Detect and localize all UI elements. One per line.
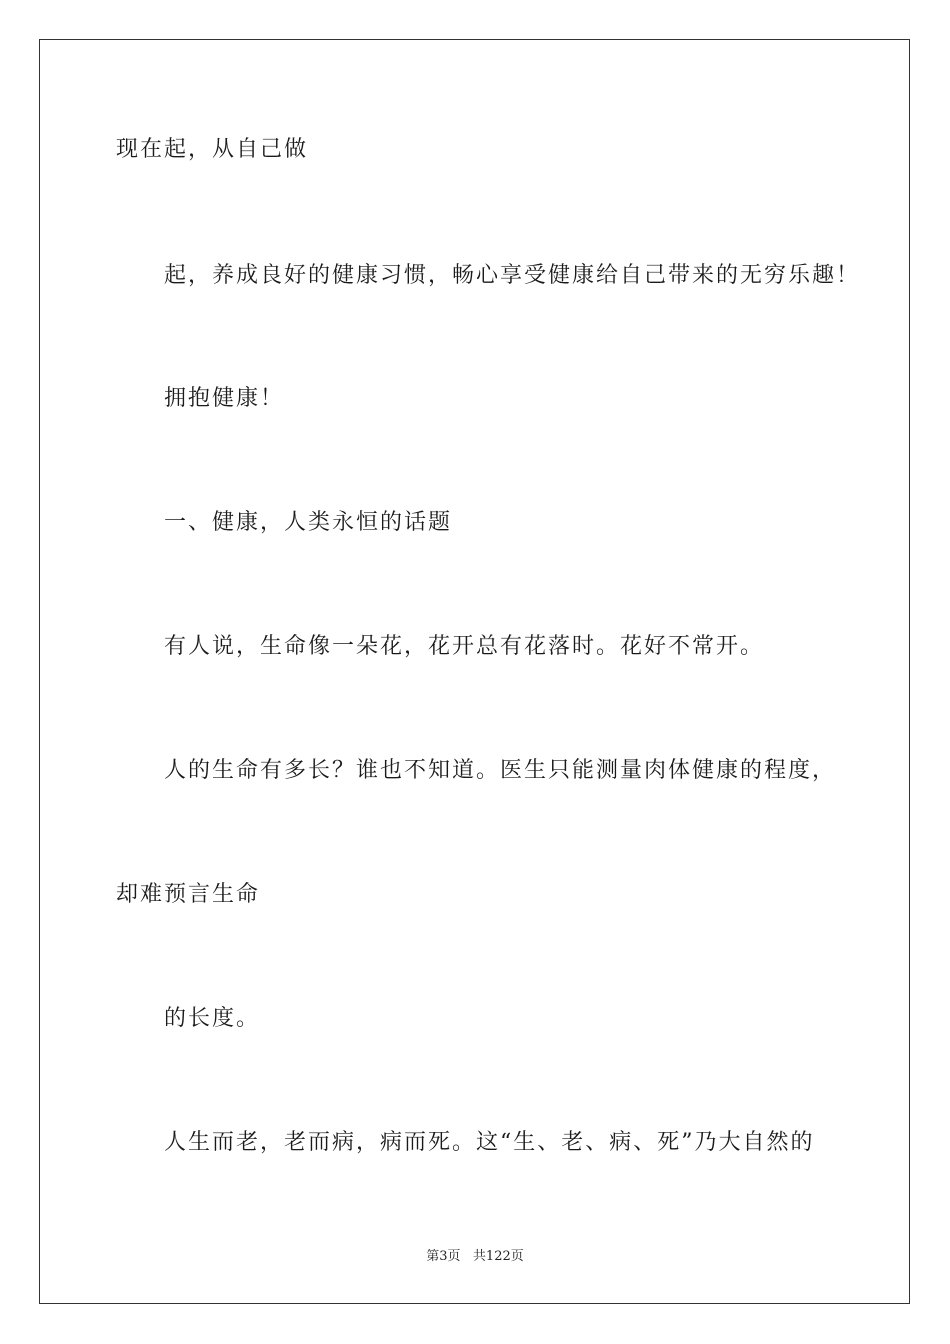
paragraph-line-9: 人生而老，老而病，病而死。这“生、老、病、死”乃大自然的 [164, 1130, 815, 1155]
page-number-footer: 第3页 共122页 [426, 1249, 524, 1264]
page-border [39, 39, 910, 1304]
paragraph-line-3: 拥抱健康！ [164, 386, 285, 411]
paragraph-line-6: 人的生命有多长？谁也不知道。医生只能测量肉体健康的程度， [164, 758, 837, 783]
paragraph-line-8: 的长度。 [164, 1006, 261, 1031]
paragraph-line-7: 却难预言生命 [116, 882, 261, 907]
paragraph-line-1: 现在起，从自己做 [116, 137, 309, 162]
paragraph-line-5: 有人说，生命像一朵花，花开总有花落时。花好不常开。 [164, 634, 765, 659]
section-heading: 一、健康，人类永恒的话题 [164, 510, 453, 535]
paragraph-line-2: 起，养成良好的健康习惯，畅心享受健康给自己带来的无穷乐趣！ [164, 263, 861, 288]
